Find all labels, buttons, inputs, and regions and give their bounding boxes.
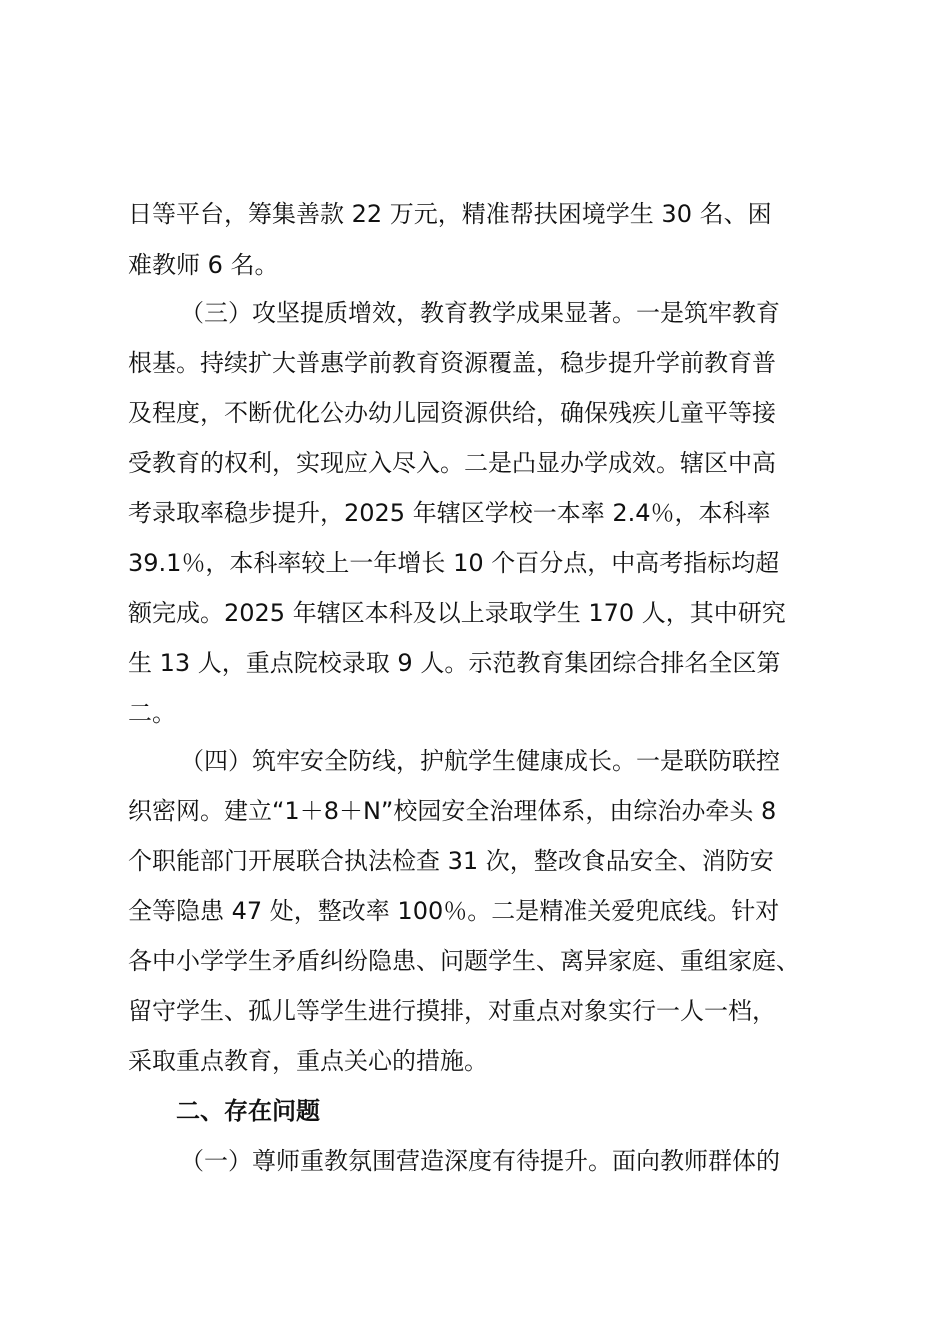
- section-3-heading-line: （三）攻坚提质增效，教育教学成果显著。一是筑牢教育: [180, 299, 780, 327]
- text-line: 额完成。2025 年辖区本科及以上录取学生 170 人，其中研究: [128, 599, 786, 627]
- text-line: 39.1％，本科率较上一年增长 10 个百分点，中高考指标均超: [128, 549, 780, 577]
- text-line: 日等平台，筹集善款 22 万元，精准帮扶困境学生 30 名、困: [128, 200, 772, 228]
- text-line: 全等隐患 47 处，整改率 100％。二是精准关爱兜底线。针对: [128, 897, 780, 925]
- section-heading-problems: 二、存在问题: [176, 1097, 320, 1125]
- text-line: 留守学生、孤儿等学生进行摸排，对重点对象实行一人一档，: [128, 997, 776, 1025]
- text-line: 考录取率稳步提升，2025 年辖区学校一本率 2.4％，本科率: [128, 499, 771, 527]
- text-line: 生 13 人，重点院校录取 9 人。示范教育集团综合排名全区第: [128, 649, 781, 677]
- text-line: 各中小学学生矛盾纠纷隐患、问题学生、离异家庭、重组家庭、: [128, 947, 800, 975]
- text-line: 及程度，不断优化公办幼儿园资源供给，确保残疾儿童平等接: [128, 399, 776, 427]
- text-line: 难教师 6 名。: [128, 251, 279, 279]
- text-line: 个职能部门开展联合执法检查 31 次，整改食品安全、消防安: [128, 847, 774, 875]
- text-line: 采取重点教育，重点关心的措施。: [128, 1047, 488, 1075]
- subsection-1-heading-line: （一）尊师重教氛围营造深度有待提升。面向教师群体的: [180, 1147, 780, 1175]
- text-line: 根基。持续扩大普惠学前教育资源覆盖，稳步提升学前教育普: [128, 349, 776, 377]
- section-4-heading-line: （四）筑牢安全防线，护航学生健康成长。一是联防联控: [180, 747, 780, 775]
- text-line: 二。: [128, 699, 176, 727]
- text-line: 织密网。建立“1＋8＋N”校园安全治理体系，由综治办牵头 8: [128, 797, 777, 825]
- text-line: 受教育的权利，实现应入尽入。二是凸显办学成效。辖区中高: [128, 449, 776, 477]
